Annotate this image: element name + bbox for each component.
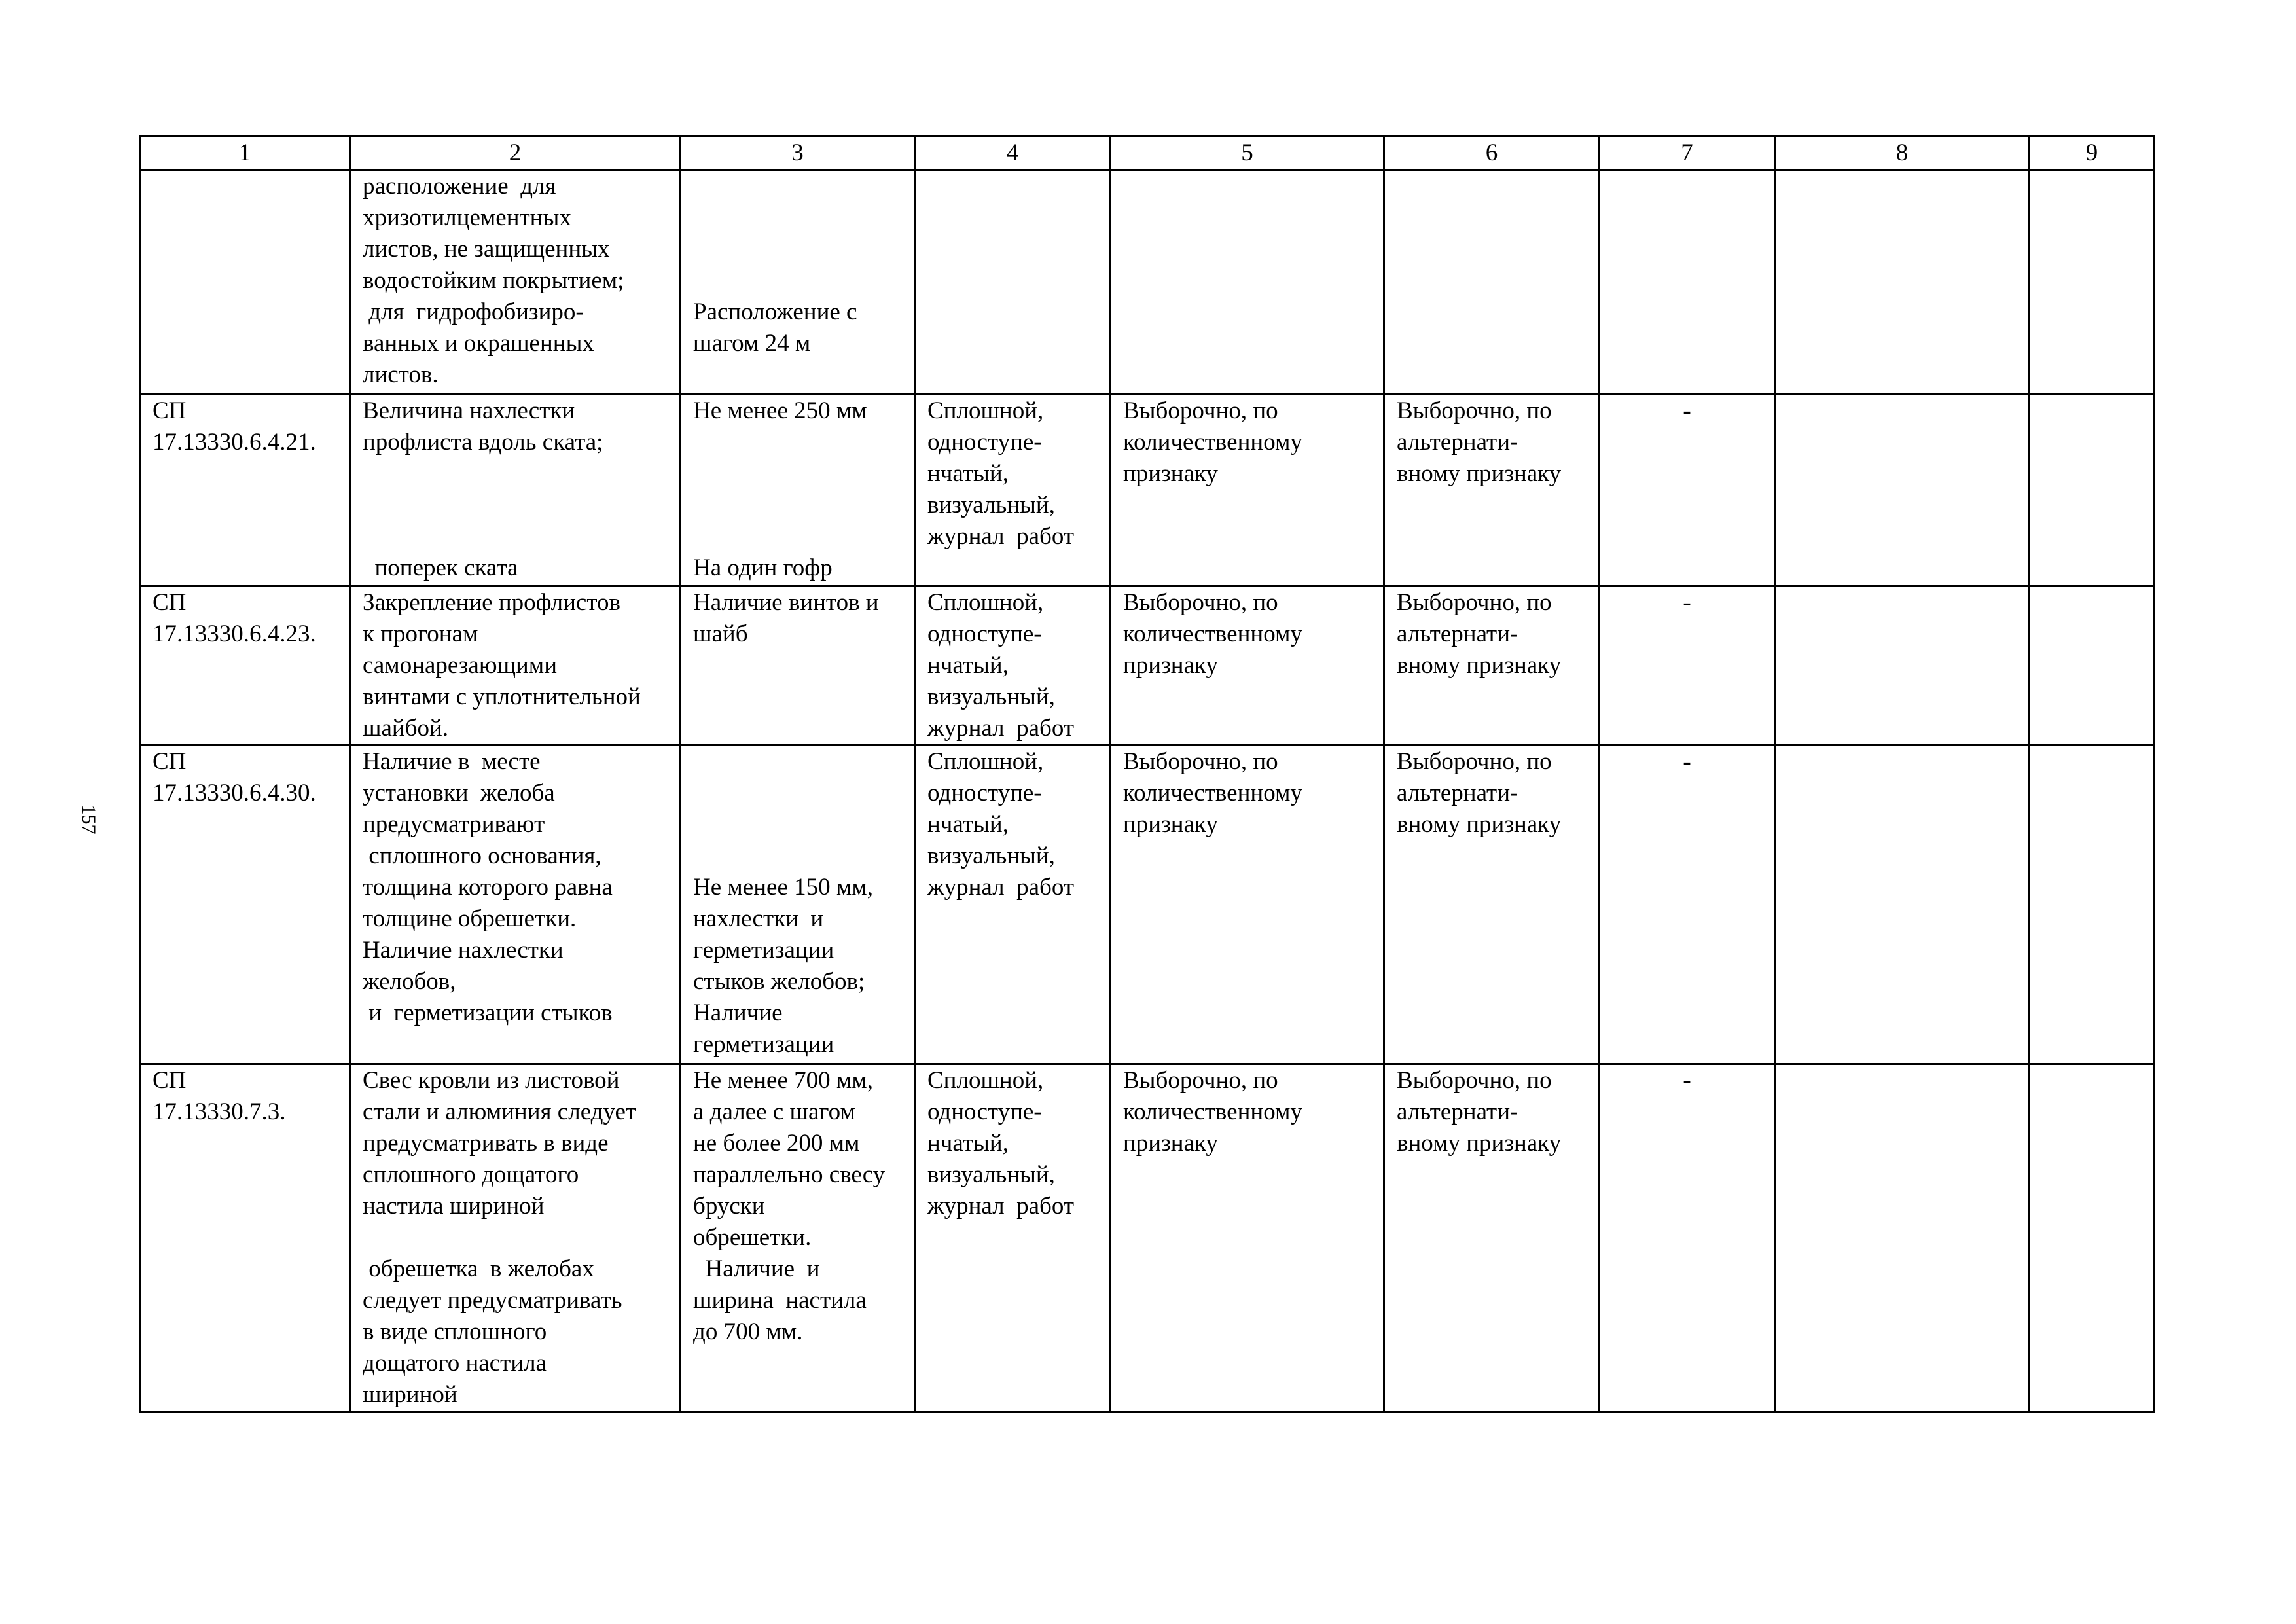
criterion-cell bbox=[681, 1064, 915, 1412]
cell-line: шайбой. bbox=[363, 715, 449, 742]
sampling-cell bbox=[1111, 1064, 1384, 1412]
cell-line: расположение для bbox=[363, 173, 556, 200]
sampling-cell bbox=[1111, 586, 1384, 746]
cell-line: следует предусматривать bbox=[363, 1287, 622, 1314]
control-method-cell bbox=[915, 1064, 1111, 1412]
col9-cell bbox=[2030, 1064, 2155, 1412]
cell-line: одноступе- bbox=[927, 621, 1042, 647]
cell-line: до 700 мм. bbox=[693, 1318, 803, 1345]
evaluation-cell bbox=[1384, 170, 1600, 395]
page-number: 157 bbox=[78, 804, 99, 835]
criterion-cell bbox=[681, 170, 915, 395]
cell-line: установки желоба bbox=[363, 780, 555, 806]
cell-line: стали и алюминия следует bbox=[363, 1098, 637, 1125]
inspection-table bbox=[139, 135, 2155, 1413]
cell-line: одноступе- bbox=[927, 1098, 1042, 1125]
cell-line: и герметизации стыков bbox=[363, 1000, 613, 1026]
cell-line: листов. bbox=[363, 361, 439, 388]
cell-line: признаку bbox=[1123, 652, 1218, 679]
cell-line: 17.13330.6.4.23. bbox=[152, 621, 316, 647]
cell-line: журнал работ bbox=[927, 1193, 1075, 1219]
cell-line: Не менее 150 мм, bbox=[693, 874, 873, 901]
cell-line: профлиста вдоль ската; bbox=[363, 429, 603, 456]
cell-line: Выборочно, по bbox=[1397, 397, 1552, 424]
cell-line: сплошного дощатого bbox=[363, 1161, 579, 1188]
control-method-cell bbox=[915, 395, 1111, 586]
col7-cell: - bbox=[1600, 746, 1775, 1064]
evaluation-cell bbox=[1384, 746, 1600, 1064]
cell-line: визуальный, bbox=[927, 842, 1055, 869]
cell-line: сплошного основания, bbox=[363, 842, 601, 869]
evaluation-cell bbox=[1384, 586, 1600, 746]
header-cell: 8 bbox=[1775, 137, 2030, 170]
requirement-cell bbox=[350, 395, 681, 586]
cell-line: самонарезающими bbox=[363, 652, 557, 679]
header-cell: 5 bbox=[1111, 137, 1384, 170]
norm-reference-cell bbox=[140, 746, 350, 1064]
cell-line: вному признаку bbox=[1397, 1130, 1562, 1157]
cell-line: альтернати- bbox=[1397, 621, 1518, 647]
requirement-cell bbox=[350, 170, 681, 395]
cell-line: Выборочно, по bbox=[1397, 589, 1552, 616]
cell-line: Наличие bbox=[693, 1000, 783, 1026]
requirement-cell bbox=[350, 1064, 681, 1412]
cell-line: визуальный, bbox=[927, 1161, 1055, 1188]
control-method-cell bbox=[915, 170, 1111, 395]
cell-line: количественному bbox=[1123, 780, 1302, 806]
cell-line: герметизации bbox=[693, 1031, 834, 1058]
requirement-cell bbox=[350, 746, 681, 1064]
cell-line: не более 200 мм bbox=[693, 1130, 860, 1157]
cell-line: Наличие винтов и bbox=[693, 589, 879, 616]
cell-line: Наличие в месте bbox=[363, 748, 541, 775]
sampling-cell bbox=[1111, 395, 1384, 586]
table-row bbox=[140, 1064, 2155, 1412]
col8-cell bbox=[1775, 746, 2030, 1064]
cell-line: шириной bbox=[363, 1381, 457, 1408]
cell-line: настила шириной bbox=[363, 1193, 545, 1219]
col9-cell bbox=[2030, 395, 2155, 586]
evaluation-cell bbox=[1384, 1064, 1600, 1412]
cell-line: 17.13330.6.4.30. bbox=[152, 780, 316, 806]
requirement-cell bbox=[350, 586, 681, 746]
cell-line: Выборочно, по bbox=[1397, 1067, 1552, 1094]
control-method-cell bbox=[915, 586, 1111, 746]
cell-line: водостойким покрытием; bbox=[363, 267, 624, 294]
cell-line: признаку bbox=[1123, 811, 1218, 838]
cell-line: обрешетка в желобах bbox=[363, 1255, 594, 1282]
cell-line: нчатый, bbox=[927, 811, 1009, 838]
cell-line: журнал работ bbox=[927, 874, 1075, 901]
cell-line: Сплошной, bbox=[927, 1067, 1044, 1094]
cell-line: Выборочно, по bbox=[1123, 589, 1278, 616]
criterion-cell bbox=[681, 746, 915, 1064]
table-row bbox=[140, 170, 2155, 395]
cell-line: СП bbox=[152, 748, 187, 775]
cell-line: Выборочно, по bbox=[1123, 748, 1278, 775]
cell-line: винтами с уплотнительной bbox=[363, 683, 641, 710]
cell-line: Закрепление профлистов bbox=[363, 589, 621, 616]
cell-line: Наличие и bbox=[693, 1255, 820, 1282]
cell-line: журнал работ bbox=[927, 715, 1075, 742]
header-cell: 4 bbox=[915, 137, 1111, 170]
cell-line: нахлестки и bbox=[693, 905, 824, 932]
table-row bbox=[140, 586, 2155, 746]
cell-line: толщине обрешетки. bbox=[363, 905, 577, 932]
col8-cell bbox=[1775, 170, 2030, 395]
col7-cell bbox=[1600, 170, 1775, 395]
norm-reference-cell bbox=[140, 170, 350, 395]
cell-line: альтернати- bbox=[1397, 1098, 1518, 1125]
cell-line: визуальный, bbox=[927, 492, 1055, 518]
cell-line: Выборочно, по bbox=[1123, 1067, 1278, 1094]
cell-line: желобов, bbox=[363, 968, 456, 995]
table-header-row bbox=[140, 137, 2155, 170]
cell-line: ширина настила bbox=[693, 1287, 867, 1314]
cell-line: 17.13330.6.4.21. bbox=[152, 429, 316, 456]
cell-line: журнал работ bbox=[927, 523, 1075, 550]
sampling-cell bbox=[1111, 170, 1384, 395]
sampling-cell bbox=[1111, 746, 1384, 1064]
cell-line: СП bbox=[152, 1067, 187, 1094]
norm-reference-cell bbox=[140, 1064, 350, 1412]
cell-line: альтернати- bbox=[1397, 429, 1518, 456]
cell-line: вному признаку bbox=[1397, 811, 1562, 838]
cell-line: Не менее 700 мм, bbox=[693, 1067, 873, 1094]
criterion-cell bbox=[681, 395, 915, 586]
cell-line: Выборочно, по bbox=[1123, 397, 1278, 424]
col9-cell bbox=[2030, 746, 2155, 1064]
cell-line: Расположение с bbox=[693, 298, 857, 325]
cell-line: На один гофр bbox=[693, 554, 833, 581]
cell-line: Величина нахлестки bbox=[363, 397, 575, 424]
header-cell: 2 bbox=[350, 137, 681, 170]
cell-line: для гидрофобизиро- bbox=[363, 298, 584, 325]
cell-line: альтернати- bbox=[1397, 780, 1518, 806]
cell-line: Свес кровли из листовой bbox=[363, 1067, 620, 1094]
control-method-cell bbox=[915, 746, 1111, 1064]
cell-line: признаку bbox=[1123, 1130, 1218, 1157]
col8-cell bbox=[1775, 586, 2030, 746]
cell-line: количественному bbox=[1123, 1098, 1302, 1125]
table-row bbox=[140, 395, 2155, 586]
cell-line: нчатый, bbox=[927, 652, 1009, 679]
evaluation-cell bbox=[1384, 395, 1600, 586]
header-cell: 6 bbox=[1384, 137, 1600, 170]
cell-line: одноступе- bbox=[927, 780, 1042, 806]
cell-line: Сплошной, bbox=[927, 589, 1044, 616]
col7-cell: - bbox=[1600, 395, 1775, 586]
col7-cell: - bbox=[1600, 586, 1775, 746]
cell-line: шайб bbox=[693, 621, 748, 647]
col9-cell bbox=[2030, 586, 2155, 746]
norm-reference-cell bbox=[140, 395, 350, 586]
cell-line: листов, не защищенных bbox=[363, 236, 610, 262]
cell-line: одноступе- bbox=[927, 429, 1042, 456]
cell-line: количественному bbox=[1123, 621, 1302, 647]
cell-line: бруски bbox=[693, 1193, 765, 1219]
cell-line: СП bbox=[152, 589, 187, 616]
cell-line: к прогонам bbox=[363, 621, 478, 647]
header-cell: 7 bbox=[1600, 137, 1775, 170]
cell-line: толщина которого равна bbox=[363, 874, 613, 901]
header-cell: 9 bbox=[2030, 137, 2155, 170]
cell-line: ванных и окрашенных bbox=[363, 330, 594, 357]
cell-line: параллельно свесу bbox=[693, 1161, 886, 1188]
table-row bbox=[140, 746, 2155, 1064]
cell-line: признаку bbox=[1123, 460, 1218, 487]
col9-cell bbox=[2030, 170, 2155, 395]
cell-line: Выборочно, по bbox=[1397, 748, 1552, 775]
cell-line: шагом 24 м bbox=[693, 330, 811, 357]
cell-line: СП bbox=[152, 397, 187, 424]
cell-line: Не менее 250 мм bbox=[693, 397, 867, 424]
col8-cell bbox=[1775, 395, 2030, 586]
cell-line: герметизации bbox=[693, 937, 834, 964]
header-cell: 3 bbox=[681, 137, 915, 170]
cell-line: хризотилцементных bbox=[363, 204, 571, 231]
cell-line: предусматривают bbox=[363, 811, 545, 838]
cell-line: количественному bbox=[1123, 429, 1302, 456]
cell-line: поперек ската bbox=[363, 554, 518, 581]
cell-line: вному признаку bbox=[1397, 652, 1562, 679]
cell-line: нчатый, bbox=[927, 460, 1009, 487]
cell-line: Сплошной, bbox=[927, 397, 1044, 424]
cell-line: Наличие нахлестки bbox=[363, 937, 564, 964]
norm-reference-cell bbox=[140, 586, 350, 746]
cell-line: стыков желобов; bbox=[693, 968, 865, 995]
criterion-cell bbox=[681, 586, 915, 746]
cell-line: предусматривать в виде bbox=[363, 1130, 609, 1157]
cell-line: в виде сплошного bbox=[363, 1318, 547, 1345]
header-cell: 1 bbox=[140, 137, 350, 170]
cell-line: Сплошной, bbox=[927, 748, 1044, 775]
col8-cell bbox=[1775, 1064, 2030, 1412]
cell-line: 17.13330.7.3. bbox=[152, 1098, 286, 1125]
cell-line: вному признаку bbox=[1397, 460, 1562, 487]
col7-cell: - bbox=[1600, 1064, 1775, 1412]
cell-line: а далее с шагом bbox=[693, 1098, 855, 1125]
cell-line: обрешетки. bbox=[693, 1224, 812, 1251]
cell-line: нчатый, bbox=[927, 1130, 1009, 1157]
cell-line: визуальный, bbox=[927, 683, 1055, 710]
cell-line: дощатого настила bbox=[363, 1350, 547, 1377]
